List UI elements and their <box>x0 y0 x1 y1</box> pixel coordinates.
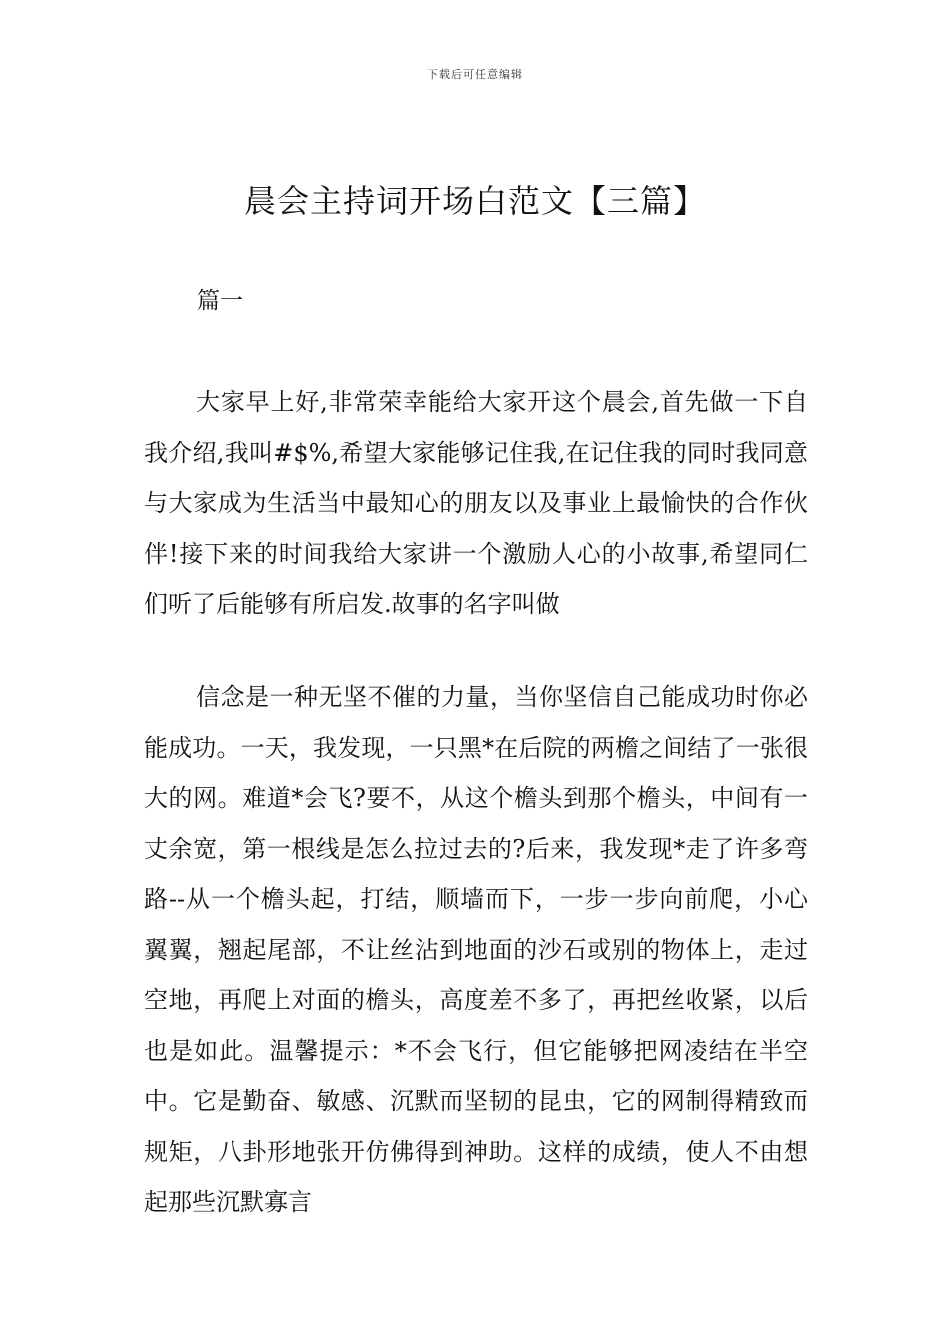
header-note: 下载后可任意编辑 <box>427 68 523 81</box>
paragraph-story: 信念是一种无坚不催的力量，当你坚信自己能成功时你必能成功。一天，我发现，一只黑*在后院的两檐之间结了一张很大的网。难道*会飞?要不，从这个檐头到那个檐头，中间有一丈余宽，第一根线是怎么拉过去的?后来，我发现*走了许多弯路--从一个檐头起，打结，顺墙而下，一步一步向前爬，小心翼翼，翘起尾部，不让丝沾到地面的沙石或别的物体上，走过空地，再爬上对面的檐头，高度差不多了，再把丝收紧，以后也是如此。温馨提示：*不会飞行，但它能够把网凌结在半空中。它是勤奋、敏感、沉默而坚韧的昆虫，它的网制得精致而规矩，八卦形地张开仿佛得到神助。这样的成绩，使人不由想起那些沉默寡言 <box>144 683 808 1216</box>
document-title: 晨会主持词开场白范文【三篇】 <box>243 182 706 220</box>
paragraph-intro: 大家早上好,非常荣幸能给大家开这个晨会,首先做一下自我介绍,我叫#$%,希望大家能够记住我,在记住我的同时我同意与大家成为生活当中最知心的朋友以及事业上最愉快的合作伙伴!接下来的时间我给大家讲一个激励人心的小故事,希望同仁们听了后能够有所启发.故事的名字叫做 <box>144 388 808 618</box>
section-label: 篇一 <box>197 288 243 314</box>
